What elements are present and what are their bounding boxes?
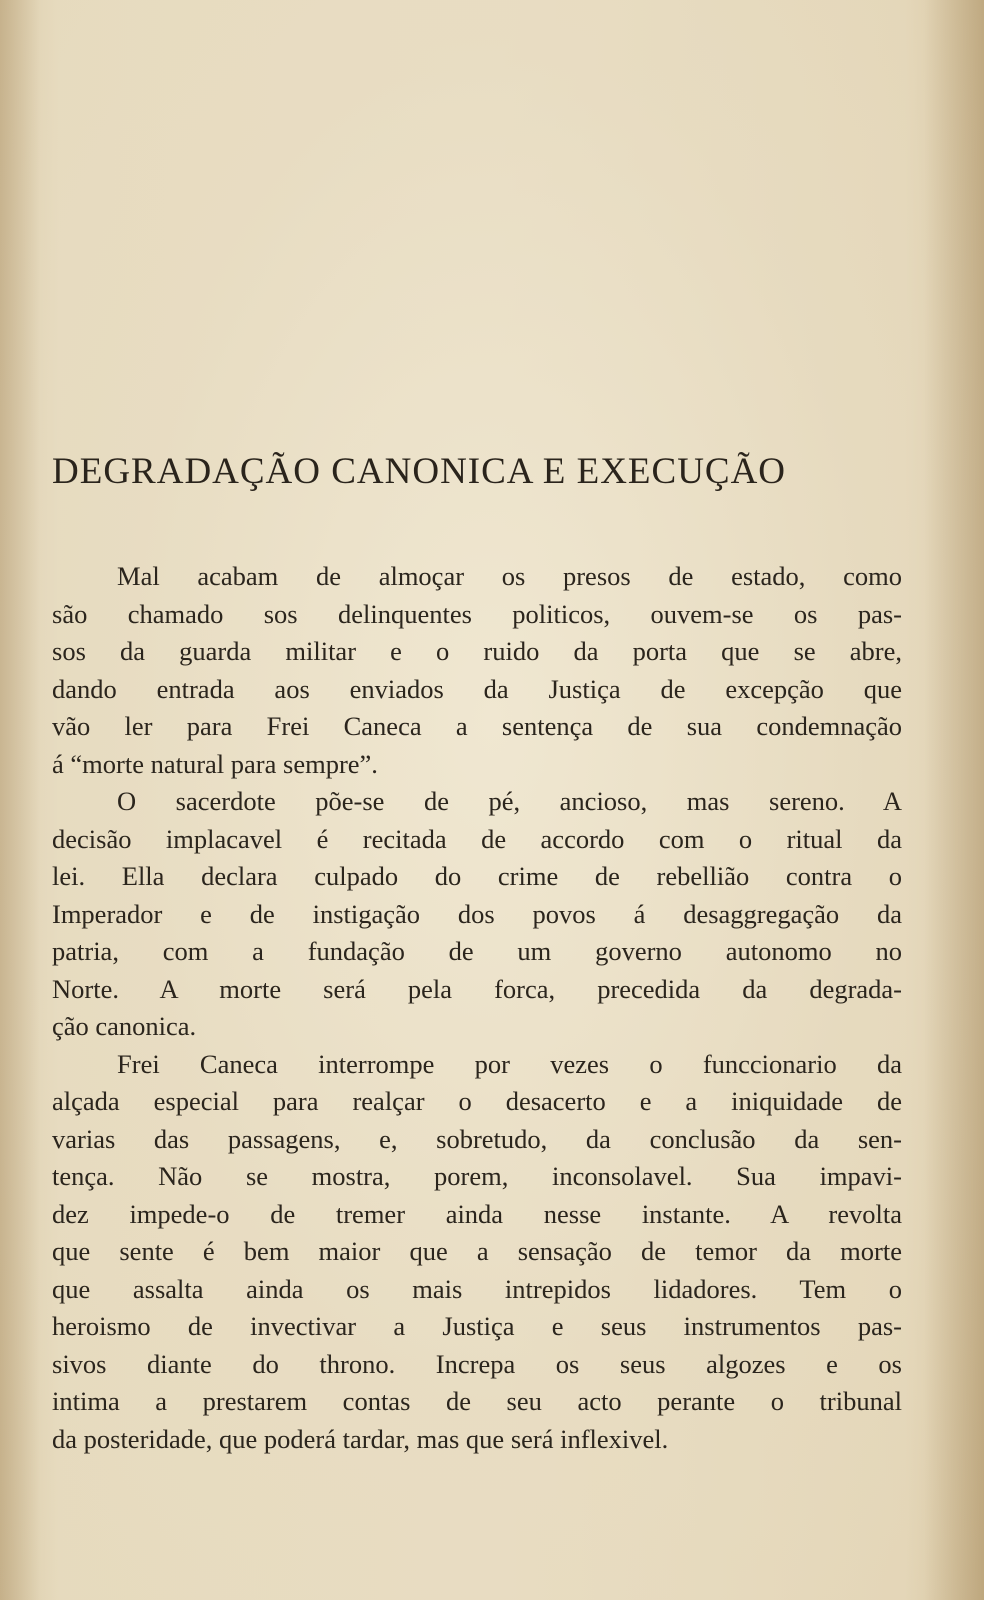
text-line: vão ler para Frei Caneca a sentença de sua condemnação — [52, 711, 902, 741]
text-line: Mal acabam de almoçar os presos de estado, como — [117, 561, 902, 591]
text-line: dez impede-o de tremer ainda nesse instante. A revolta — [52, 1198, 902, 1229]
text-line: tença. Não se mostra, porem, inconsolavel. Sua impavi- — [52, 1161, 902, 1191]
chapter-title: DEGRADAÇÃO CANONICA E EXECUÇÃO — [52, 451, 787, 492]
text-line: Frei Caneca interrompe por vezes o funccionario da — [117, 1048, 902, 1079]
text-line: alçada especial para realçar o desacerto e a iniquidade de — [52, 1086, 902, 1116]
page-edge-right — [924, 0, 984, 1600]
text-line: sos da guarda militar e o ruido da porta que se abre, — [52, 636, 902, 666]
text-line: patria, com a fundação de um governo autonomo no — [52, 936, 902, 966]
text-line: lei. Ella declara culpado do crime de rebellião contra o — [52, 861, 902, 891]
text-line: á “morte natural para sempre”. — [52, 748, 378, 779]
text-line: são chamado sos delinquentes politicos, ouvem-se os pas- — [52, 598, 902, 629]
page-edge-left — [0, 0, 40, 1600]
text-line: sivos diante do throno. Increpa os seus algozes e os — [52, 1348, 902, 1379]
text-line: heroismo de invectivar a Justiça e seus instrumentos pas- — [52, 1311, 902, 1341]
text-line: varias das passagens, e, sobretudo, da conclusão da sen- — [52, 1123, 902, 1154]
text-line: Norte. A morte será pela forca, precedida da degrada- — [52, 973, 902, 1004]
text-line: O sacerdote põe-se de pé, ancioso, mas sereno. A — [117, 786, 902, 816]
text-line: da posteridade, que poderá tardar, mas que será inflexivel. — [52, 1423, 669, 1454]
text-line: que assalta ainda os mais intrepidos lidadores. Tem o — [52, 1273, 902, 1304]
chapter-body — [52, 558, 902, 1458]
text-line: decisão implacavel é recitada de accordo com o ritual da — [52, 823, 902, 854]
text-line: Imperador e de instigação dos povos á desaggregação da — [52, 898, 902, 929]
text-line: dando entrada aos enviados da Justiça de excepção que — [52, 673, 902, 704]
text-line: intima a prestarem contas de seu acto perante o tribunal — [52, 1386, 902, 1416]
text-line: ção canonica. — [52, 1011, 197, 1041]
text-line: que sente é bem maior que a sensação de temor da morte — [52, 1236, 902, 1266]
